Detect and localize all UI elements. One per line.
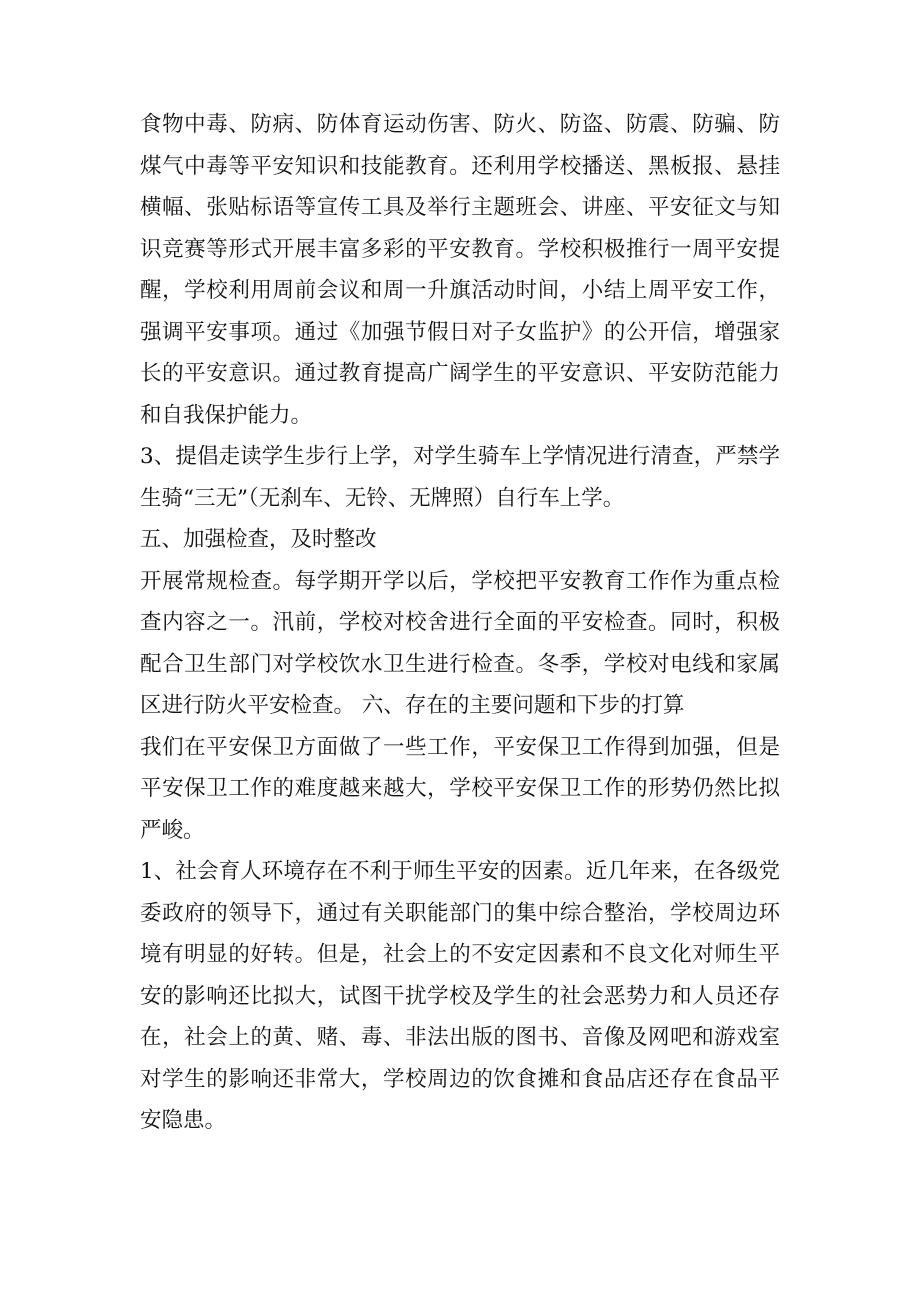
text-line: 安隐患。	[140, 1108, 227, 1133]
text-line: 对学生的影响还非常大，学校周边的饮食摊和食品店还存在食品平	[140, 1066, 780, 1092]
text-line: 食物中毒、防病、防体育运动伤害、防火、防盗、防震、防骗、防	[140, 112, 780, 137]
text-line: 境有明显的好转。但是，社会上的不安定因素和不良文化对师生平	[140, 942, 780, 967]
text-line: 强调平安事项。通过《加强节假日对子女监护》的公开信，增强家	[140, 319, 780, 345]
document-body	[140, 104, 780, 1142]
section-heading: 五、加强检查，及时整改	[140, 527, 377, 552]
text-line: 1、社会育人环境存在不利于师生平安的因素。近几年来，在各级党	[140, 859, 780, 884]
text-line: 横幅、张贴标语等宣传工具及举行主题班会、讲座、平安征文与知	[140, 195, 780, 220]
text-line: 平安保卫工作的难度越来越大，学校平安保卫工作的形势仍然比拟	[140, 776, 780, 801]
text-line: 煤气中毒等平安知识和技能教育。还利用学校播送、黑板报、悬挂	[140, 153, 780, 179]
text-line: 长的平安意识。通过教育提高广阔学生的平安意识、平安防范能力	[140, 361, 780, 386]
text-line: 醒，学校利用周前会议和周一升旗活动时间，小结上周平安工作，	[140, 278, 780, 303]
text-line: 安的影响还比拟大，试图干扰学校及学生的社会恶势力和人员还存	[140, 983, 780, 1009]
text-line: 3、提倡走读学生步行上学，对学生骑车上学情况进行清查，严禁学	[140, 444, 780, 469]
text-line: 我们在平安保卫方面做了一些工作，平安保卫工作得到加强，但是	[140, 734, 780, 760]
text-line: 配合卫生部门对学校饮水卫生进行检查。冬季，学校对电线和家属	[140, 651, 780, 677]
text-line: 查内容之一。汛前，学校对校舍进行全面的平安检查。同时，积极	[140, 610, 780, 635]
text-line: 委政府的领导下，通过有关职能部门的集中综合整治，学校周边环	[140, 900, 780, 926]
text-line: 在，社会上的黄、赌、毒、非法出版的图书、音像及网吧和游戏室	[140, 1025, 780, 1050]
text-line: 开展常规检查。每学期开学以后，学校把平安教育工作作为重点检	[140, 568, 780, 594]
text-line: 严峻。	[140, 817, 205, 843]
text-line: 区进行防火平安检查。 六、存在的主要问题和下步的打算	[140, 693, 685, 718]
text-line: 生骑“三无”（无刹车、无铃、无牌照）自行车上学。	[140, 485, 625, 511]
text-line: 和自我保护能力。	[140, 402, 313, 428]
text-line: 识竞赛等形式开展丰富多彩的平安教育。学校积极推行一周平安提	[140, 236, 780, 262]
